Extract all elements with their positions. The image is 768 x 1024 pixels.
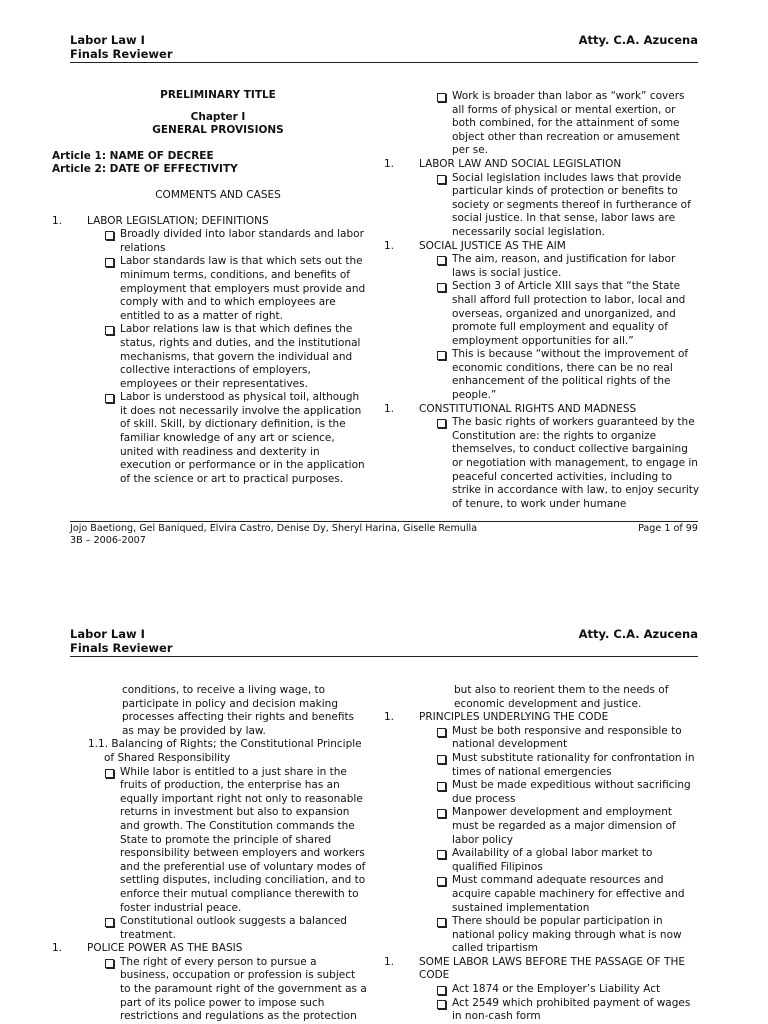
list-item: The basic rights of workers guaranteed by the Constitution are: the rights to organize themselves, to conduct collective bargaining or negotiation with management, to engage in peaceful concerted activities, including to strike in accordance with law, to enjoy security of tenure, to work under humane bbox=[436, 416, 700, 511]
list-item: Manpower development and employment must be regarded as a major dimension of labor policy bbox=[436, 806, 700, 847]
list-item: The right of every person to pursue a business, occupation or profession is subject to the paramount right of the government as a part of its police power to impose such restrictions and regulations as the protection bbox=[104, 956, 368, 1024]
checkbox-bullet-icon bbox=[437, 782, 446, 791]
list-item: The aim, reason, and justification for labor laws is social justice. bbox=[436, 253, 700, 280]
list-item: Must command adequate resources and acquire capable machinery for effective and sustained implementation bbox=[436, 874, 700, 915]
list-item: Section 3 of Article XIII says that “the State shall afford full protection to labor, local and overseas, organized and unorganized, and promote full employment and equality of employment opportunities for all.” bbox=[436, 280, 700, 348]
author-name: Atty. C.A. Azucena bbox=[578, 33, 698, 47]
section-heading: 1. LABOR LAW AND SOCIAL LEGISLATION bbox=[384, 157, 622, 170]
continued-text: conditions, to receive a living wage, to participate in policy and decision making processes affecting their rights and benefits as may be provided by law. bbox=[122, 684, 355, 737]
article-1: Article 1: NAME OF DECREE bbox=[52, 149, 214, 162]
list-item: Constitutional outlook suggests a balanced treatment. bbox=[104, 915, 368, 942]
page-header bbox=[70, 628, 698, 657]
right-column bbox=[384, 90, 700, 511]
footer-class: 3B – 2006-2007 bbox=[70, 535, 146, 546]
list-item: Broadly divided into labor standards and labor relations bbox=[104, 228, 366, 255]
list-item: Must be made expeditious without sacrificing due process bbox=[436, 779, 700, 806]
comments-heading: COMMENTS AND CASES bbox=[155, 188, 281, 201]
article-2: Article 2: DATE OF EFFECTIVITY bbox=[52, 163, 238, 176]
reviewer-subtitle: Finals Reviewer bbox=[70, 640, 173, 655]
checkbox-bullet-icon bbox=[437, 918, 446, 927]
page-footer bbox=[70, 521, 698, 547]
preliminary-title: PRELIMINARY TITLE bbox=[160, 89, 276, 101]
list-item: Act 1874 or the Employer’s Liability Act bbox=[436, 983, 700, 997]
section-heading: 1. SOCIAL JUSTICE AS THE AIM bbox=[384, 239, 566, 252]
footer-authors: Jojo Baetiong, Gel Baniqued, Elvira Castro, Denise Dy, Sheryl Harina, Giselle Remulla bbox=[70, 523, 478, 534]
bullet-list bbox=[104, 228, 366, 486]
checkbox-bullet-icon bbox=[437, 755, 446, 764]
chapter-title: GENERAL PROVISIONS bbox=[152, 124, 284, 137]
list-item: Work is broader than labor as “work” covers all forms of physical or mental exertion, or both combined, for the attainment of some object other than recreation or amusement per se. bbox=[436, 90, 700, 158]
checkbox-bullet-icon bbox=[105, 258, 114, 267]
checkbox-bullet-icon bbox=[437, 809, 446, 818]
page-2 bbox=[0, 628, 768, 1024]
course-title: Labor Law I bbox=[70, 33, 145, 47]
page-header bbox=[70, 34, 698, 63]
section-heading bbox=[52, 215, 366, 229]
list-item: This is because “without the improvement of economic conditions, there can be no real enhancement of the political rights of the people.” bbox=[436, 348, 700, 402]
list-item: Labor standards law is that which sets out the minimum terms, conditions, and benefits of employment that employers must provide and comply with and to which employees are entitled to as a matter of right. bbox=[104, 255, 366, 323]
section-heading: 1. SOME LABOR LAWS BEFORE THE PASSAGE OF THE CODE bbox=[384, 955, 685, 982]
list-item: Must substitute rationality for confrontation in times of national emergencies bbox=[436, 752, 700, 779]
section-number: 1. bbox=[52, 214, 63, 227]
checkbox-bullet-icon bbox=[105, 959, 114, 968]
right-column bbox=[384, 684, 700, 1024]
checkbox-bullet-icon bbox=[437, 351, 446, 360]
reviewer-subtitle: Finals Reviewer bbox=[70, 46, 173, 61]
continued-text: but also to reorient them to the needs of economic development and justice. bbox=[454, 684, 669, 710]
checkbox-bullet-icon bbox=[437, 1000, 446, 1009]
subsection-title: 1.1. Balancing of Rights; the Constitutional Principle of Shared Responsibility bbox=[88, 738, 362, 764]
left-column bbox=[52, 89, 366, 486]
checkbox-bullet-icon bbox=[105, 231, 114, 240]
checkbox-bullet-icon bbox=[105, 769, 114, 778]
checkbox-bullet-icon bbox=[437, 850, 446, 859]
checkbox-bullet-icon bbox=[105, 394, 114, 403]
list-item: While labor is entitled to a just share in the fruits of production, the enterprise has an equally important right not only to reasonable returns in investment but also to expansion and growth. The Constitution commands the State to promote the principle of shared responsibility between employers and workers and the preferential use of voluntary modes of settling disputes, including conciliation, and to enforce their mutual compliance therewith to foster industrial peace. bbox=[104, 766, 368, 916]
checkbox-bullet-icon bbox=[437, 986, 446, 995]
checkbox-bullet-icon bbox=[105, 918, 114, 927]
checkbox-bullet-icon bbox=[437, 283, 446, 292]
list-item: Act 2549 which prohibited payment of wages in non-cash form bbox=[436, 997, 700, 1024]
chapter-heading: Chapter I bbox=[190, 110, 246, 123]
list-item: There should be popular participation in national policy making through what is now called tripartism bbox=[436, 915, 700, 956]
checkbox-bullet-icon bbox=[105, 326, 114, 335]
page-number: Page 1 of 99 bbox=[638, 523, 698, 534]
list-item: Must be both responsive and responsible to national development bbox=[436, 725, 700, 752]
course-title: Labor Law I bbox=[70, 627, 145, 641]
checkbox-bullet-icon bbox=[437, 728, 446, 737]
section-title: LABOR LEGISLATION; DEFINITIONS bbox=[87, 214, 269, 227]
list-item: Labor relations law is that which defines the status, rights and duties, and the institutional mechanisms, that govern the individual and collective interactions of employers, employees or their representatives. bbox=[104, 323, 366, 391]
checkbox-bullet-icon bbox=[437, 175, 446, 184]
page-1 bbox=[0, 34, 768, 554]
checkbox-bullet-icon bbox=[437, 419, 446, 428]
list-item: Labor is understood as physical toil, although it does not necessarily involve the application of skill. Skill, by dictionary definition, is the familiar knowledge of any art or science, united with readiness and dexterity in execution or performance or in the application of the science or art to practical purposes. bbox=[104, 391, 366, 486]
author-name: Atty. C.A. Azucena bbox=[578, 627, 698, 641]
checkbox-bullet-icon bbox=[437, 93, 446, 102]
checkbox-bullet-icon bbox=[437, 877, 446, 886]
section-heading: 1. POLICE POWER AS THE BASIS bbox=[52, 942, 243, 955]
left-column bbox=[52, 684, 368, 1024]
section-heading: 1. CONSTITUTIONAL RIGHTS AND MADNESS bbox=[384, 402, 637, 415]
checkbox-bullet-icon bbox=[437, 256, 446, 265]
list-item: Availability of a global labor market to qualified Filipinos bbox=[436, 847, 700, 874]
list-item: Social legislation includes laws that provide particular kinds of protection or benefits to society or segments thereof in furtherance of social justice. In that sense, labor laws are necessarily social legislation. bbox=[436, 172, 700, 240]
section-heading: 1. PRINCIPLES UNDERLYING THE CODE bbox=[384, 711, 609, 724]
